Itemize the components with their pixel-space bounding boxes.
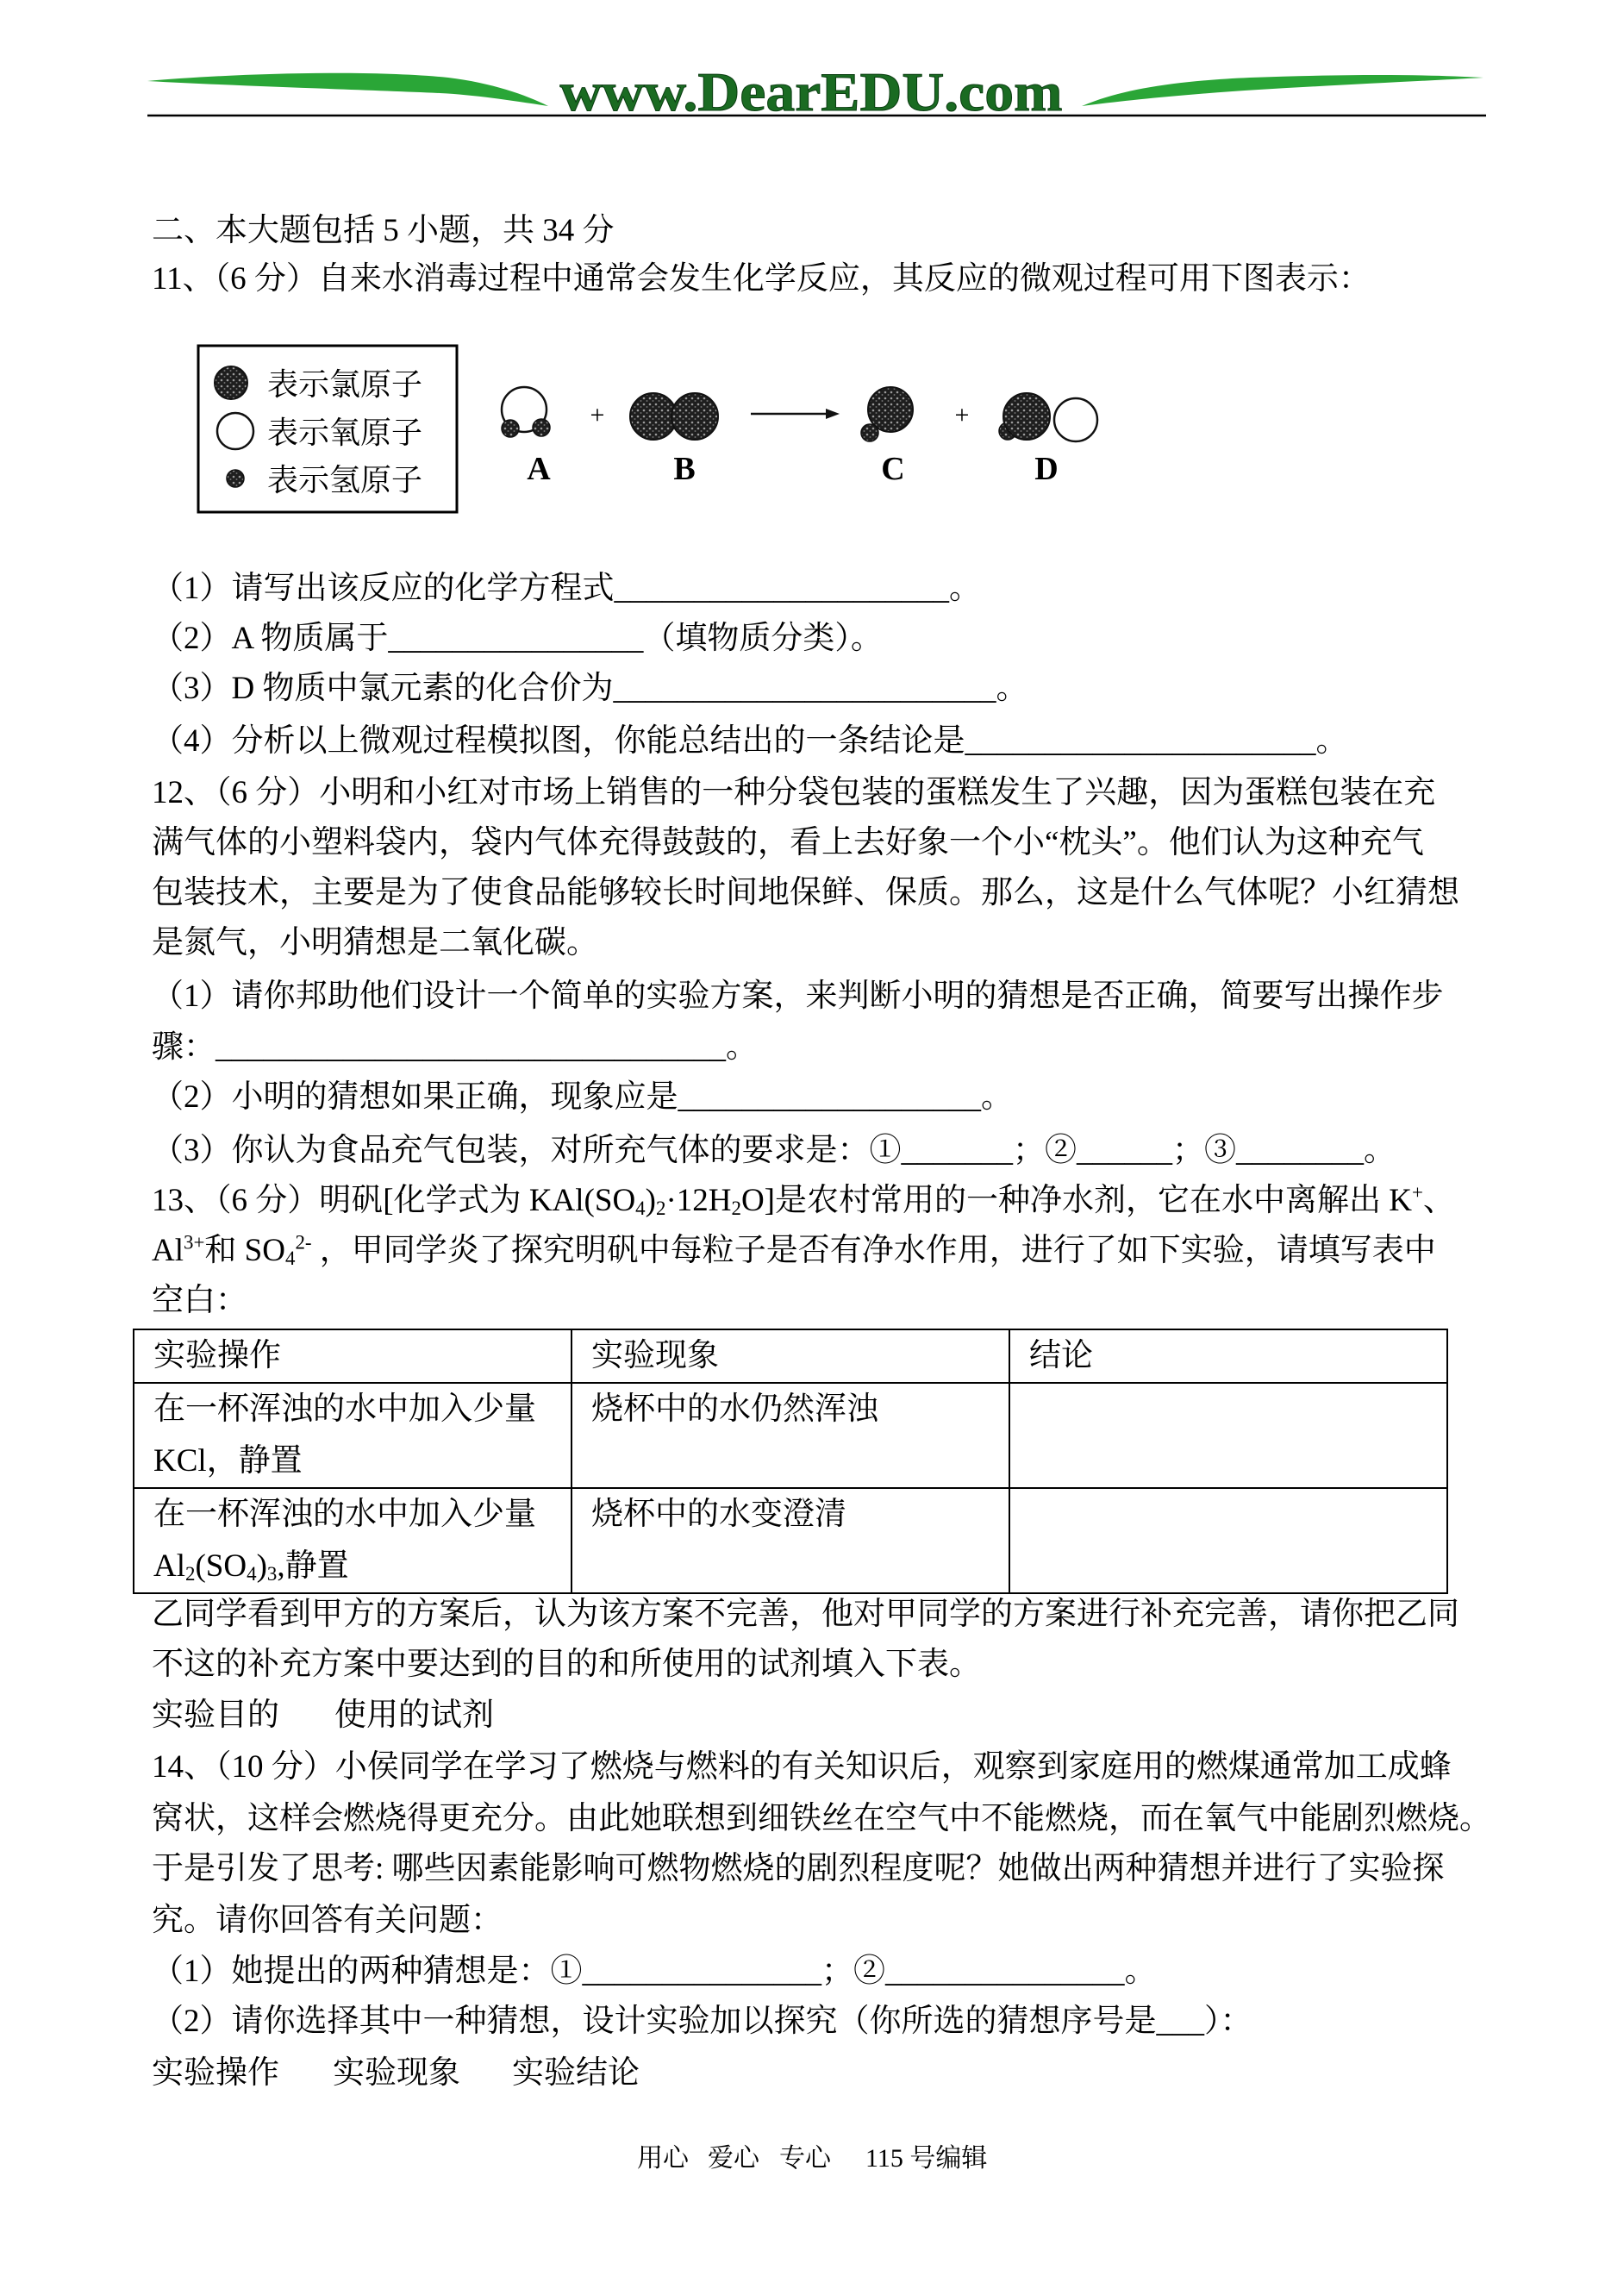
cell-text: 在一杯浑浊的水中加入少量 bbox=[153, 1497, 536, 1532]
q13-stem-line-2 bbox=[152, 1232, 1436, 1270]
q14-header-conclusion: 实验结论 bbox=[512, 2055, 640, 2091]
chlorine-atom-icon bbox=[1003, 393, 1050, 440]
text-run: Al bbox=[153, 1548, 185, 1584]
plus-sign: + bbox=[590, 401, 605, 429]
chlorine-atom-icon bbox=[630, 393, 677, 440]
site-logo bbox=[0, 0, 1624, 129]
text-run: O]是农村常用的一种净水剂，它在水中离解出 K bbox=[740, 1183, 1412, 1218]
q13-followup-line-2: 不这的补充方案中要达到的目的和所使用的试剂填入下表。 bbox=[152, 1647, 981, 1682]
cell-text bbox=[153, 1541, 571, 1592]
legend-hydrogen-label: 表示氢原子 bbox=[267, 463, 423, 497]
table-row bbox=[134, 1383, 1447, 1488]
text-run: ，甲同学炎了探究明矾中每粒子是否有净水作用，进行了如下实验，请填写表中 bbox=[311, 1233, 1436, 1268]
conclusion-cell bbox=[1009, 1488, 1447, 1593]
q14-header-operation: 实验操作 bbox=[152, 2055, 279, 2091]
table-header-row bbox=[134, 1329, 1447, 1383]
text-run: ) bbox=[645, 1183, 656, 1218]
q13-followup-line-1: 乙同学看到甲方的方案后，认为该方案不完善，他对甲同学的方案进行补充完善，请你把乙同 bbox=[152, 1597, 1459, 1632]
right-swoosh bbox=[1082, 75, 1483, 106]
cell-text: 在一杯浑浊的水中加入少量 bbox=[153, 1391, 536, 1427]
oxygen-atom-icon bbox=[217, 413, 253, 449]
followup-header-reagent: 使用的试剂 bbox=[334, 1698, 494, 1733]
chlorine-atom-icon bbox=[215, 366, 247, 399]
subscript: 4 bbox=[635, 1198, 646, 1220]
q14-header-phenomenon: 实验现象 bbox=[333, 2055, 460, 2091]
cell-text: 烧杯中的水仍然浑浊 bbox=[591, 1391, 878, 1427]
footer-editor: 115 号编辑 bbox=[865, 2144, 988, 2173]
molecule-a bbox=[502, 387, 550, 437]
q14-part-1: （1）她提出的两种猜想是：①_______________；②_______________。 bbox=[152, 1954, 1157, 1989]
chlorine-atom-icon bbox=[671, 393, 718, 440]
table-row bbox=[134, 1488, 1447, 1593]
legend-chlorine-label: 表示氯原子 bbox=[267, 367, 423, 402]
q12-part-1-continued: 骤：________________________________。 bbox=[152, 1029, 758, 1065]
q13-stem-line-3: 空白： bbox=[152, 1283, 247, 1318]
footer-text: 专心 bbox=[779, 2144, 831, 2173]
subscript: 4 bbox=[247, 1563, 257, 1585]
subscript: 3 bbox=[266, 1563, 278, 1585]
q13-stem-line-1 bbox=[152, 1182, 1455, 1220]
q12-part-1: （1）请你邦助他们设计一个简单的实验方案，来判断小明的猜想是否正确，简要写出操作步 bbox=[152, 979, 1444, 1014]
experiment-table bbox=[133, 1329, 1448, 1594]
molecule-d-label: D bbox=[1034, 451, 1059, 487]
hydrogen-atom-icon bbox=[533, 419, 550, 436]
text-run: ,静置 bbox=[277, 1548, 349, 1584]
molecule-c bbox=[861, 387, 913, 441]
superscript: 3+ bbox=[184, 1231, 205, 1254]
q12-stem-line-3: 包装技术，主要是为了使食品能够较长时间地保鲜、保质。那么，这是什么气体呢？小红猜想 bbox=[152, 875, 1459, 910]
q12-stem-line-2: 满气体的小塑料袋内，袋内气体充得鼓鼓的，看上去好象一个小“枕头”。他们认为这种充气 bbox=[152, 825, 1424, 860]
followup-header-purpose: 实验目的 bbox=[152, 1698, 279, 1733]
phenomenon-cell bbox=[572, 1488, 1009, 1593]
logo-text: www.DearEDU.com bbox=[559, 61, 1063, 122]
table-header-cell: 结论 bbox=[1009, 1329, 1447, 1383]
molecule-b-label: B bbox=[673, 451, 696, 487]
hydrogen-atom-icon bbox=[227, 470, 244, 487]
left-swoosh bbox=[147, 73, 548, 106]
q12-stem-line-4: 是氮气，小明猜想是二氧化碳。 bbox=[152, 925, 598, 960]
text-run: ) bbox=[256, 1548, 267, 1584]
subscript: 4 bbox=[284, 1248, 296, 1270]
subscript: 2 bbox=[731, 1198, 741, 1220]
q11-part-1: （1）请写出该反应的化学方程式_____________________。 bbox=[152, 571, 981, 606]
q14-stem-line-2: 窝状，这样会燃烧得更充分。由此她联想到细铁丝在空气中不能燃烧，而在氧气中能剧烈燃烧。 bbox=[152, 1801, 1491, 1836]
molecule-a-label: A bbox=[527, 451, 551, 487]
hydrogen-atom-icon bbox=[861, 424, 878, 441]
hydrogen-atom-icon bbox=[502, 420, 519, 437]
operation-cell bbox=[134, 1383, 572, 1488]
q11-part-4: （4）分析以上微观过程模拟图，你能总结出的一条结论是______________________。 bbox=[152, 723, 1348, 759]
molecule-b bbox=[630, 393, 718, 440]
cell-text: 烧杯中的水变澄清 bbox=[591, 1497, 846, 1532]
text-run: 13、（6 分）明矾[化学式为 KAl(SO bbox=[152, 1183, 636, 1218]
q14-stem-line-3: 于是引发了思考: 哪些因素能影响可燃物燃烧的剧烈程度呢？她做出两种猜想并进行了实验探 bbox=[152, 1851, 1445, 1886]
reaction-arrow-icon bbox=[751, 409, 840, 419]
q14-stem-line-1: 14、（10 分）小侯同学在学习了燃烧与燃料的有关知识后，观察到家庭用的燃煤通常加工成蜂 bbox=[152, 1749, 1452, 1785]
q14-stem-line-4: 究。请你回答有关问题： bbox=[152, 1903, 503, 1938]
footer-text: 用心 bbox=[637, 2144, 689, 2173]
subscript: 2 bbox=[655, 1198, 666, 1220]
q12-part-2: （2）小明的猜想如果正确，现象应是___________________。 bbox=[152, 1079, 1013, 1115]
q14-part-2: （2）请你选择其中一种猜想，设计实验加以探究（你所选的猜想序号是___）： bbox=[152, 2004, 1252, 2039]
text-run: ·12H bbox=[665, 1183, 732, 1218]
q11-part-3: （3）D 物质中氯元素的化合价为________________________。 bbox=[152, 671, 1028, 706]
cell-text: KCl，静置 bbox=[153, 1443, 303, 1479]
oxygen-atom-icon bbox=[1054, 398, 1097, 441]
section-title: 二、本大题包括 5 小题，共 34 分 bbox=[152, 213, 615, 248]
superscript: 2- bbox=[295, 1231, 312, 1254]
operation-cell bbox=[134, 1488, 572, 1593]
subscript: 2 bbox=[185, 1563, 196, 1585]
text-run: 、 bbox=[1422, 1183, 1455, 1218]
plus-sign: + bbox=[954, 401, 970, 429]
footer-text: 爱心 bbox=[708, 2144, 759, 2173]
molecule-c-label: C bbox=[881, 451, 905, 487]
legend-oxygen-label: 表示氧原子 bbox=[267, 416, 423, 450]
conclusion-cell bbox=[1009, 1383, 1447, 1488]
molecule-d bbox=[999, 393, 1097, 441]
q11-part-2: （2）A 物质属于________________（填物质分类）。 bbox=[152, 621, 883, 656]
text-run: Al bbox=[152, 1233, 184, 1268]
q11-stem: 11、（6 分）自来水消毒过程中通常会发生化学反应，其反应的微观过程可用下图表示： bbox=[152, 261, 1371, 297]
q12-stem-line-1: 12、（6 分）小明和小红对市场上销售的一种分袋包装的蛋糕发生了兴趣，因为蛋糕包装在充 bbox=[152, 775, 1436, 810]
text-run: 和 SO bbox=[204, 1233, 285, 1268]
reaction-diagram bbox=[190, 336, 1121, 526]
phenomenon-cell bbox=[572, 1383, 1009, 1488]
table-header-cell: 实验现象 bbox=[572, 1329, 1009, 1383]
q12-part-3: （3）你认为食品充气包装，对所充气体的要求是：①_______；②______；③________。 bbox=[152, 1133, 1396, 1168]
superscript: + bbox=[1411, 1181, 1423, 1204]
table-header-cell: 实验操作 bbox=[134, 1329, 572, 1383]
text-run: (SO bbox=[195, 1548, 247, 1584]
